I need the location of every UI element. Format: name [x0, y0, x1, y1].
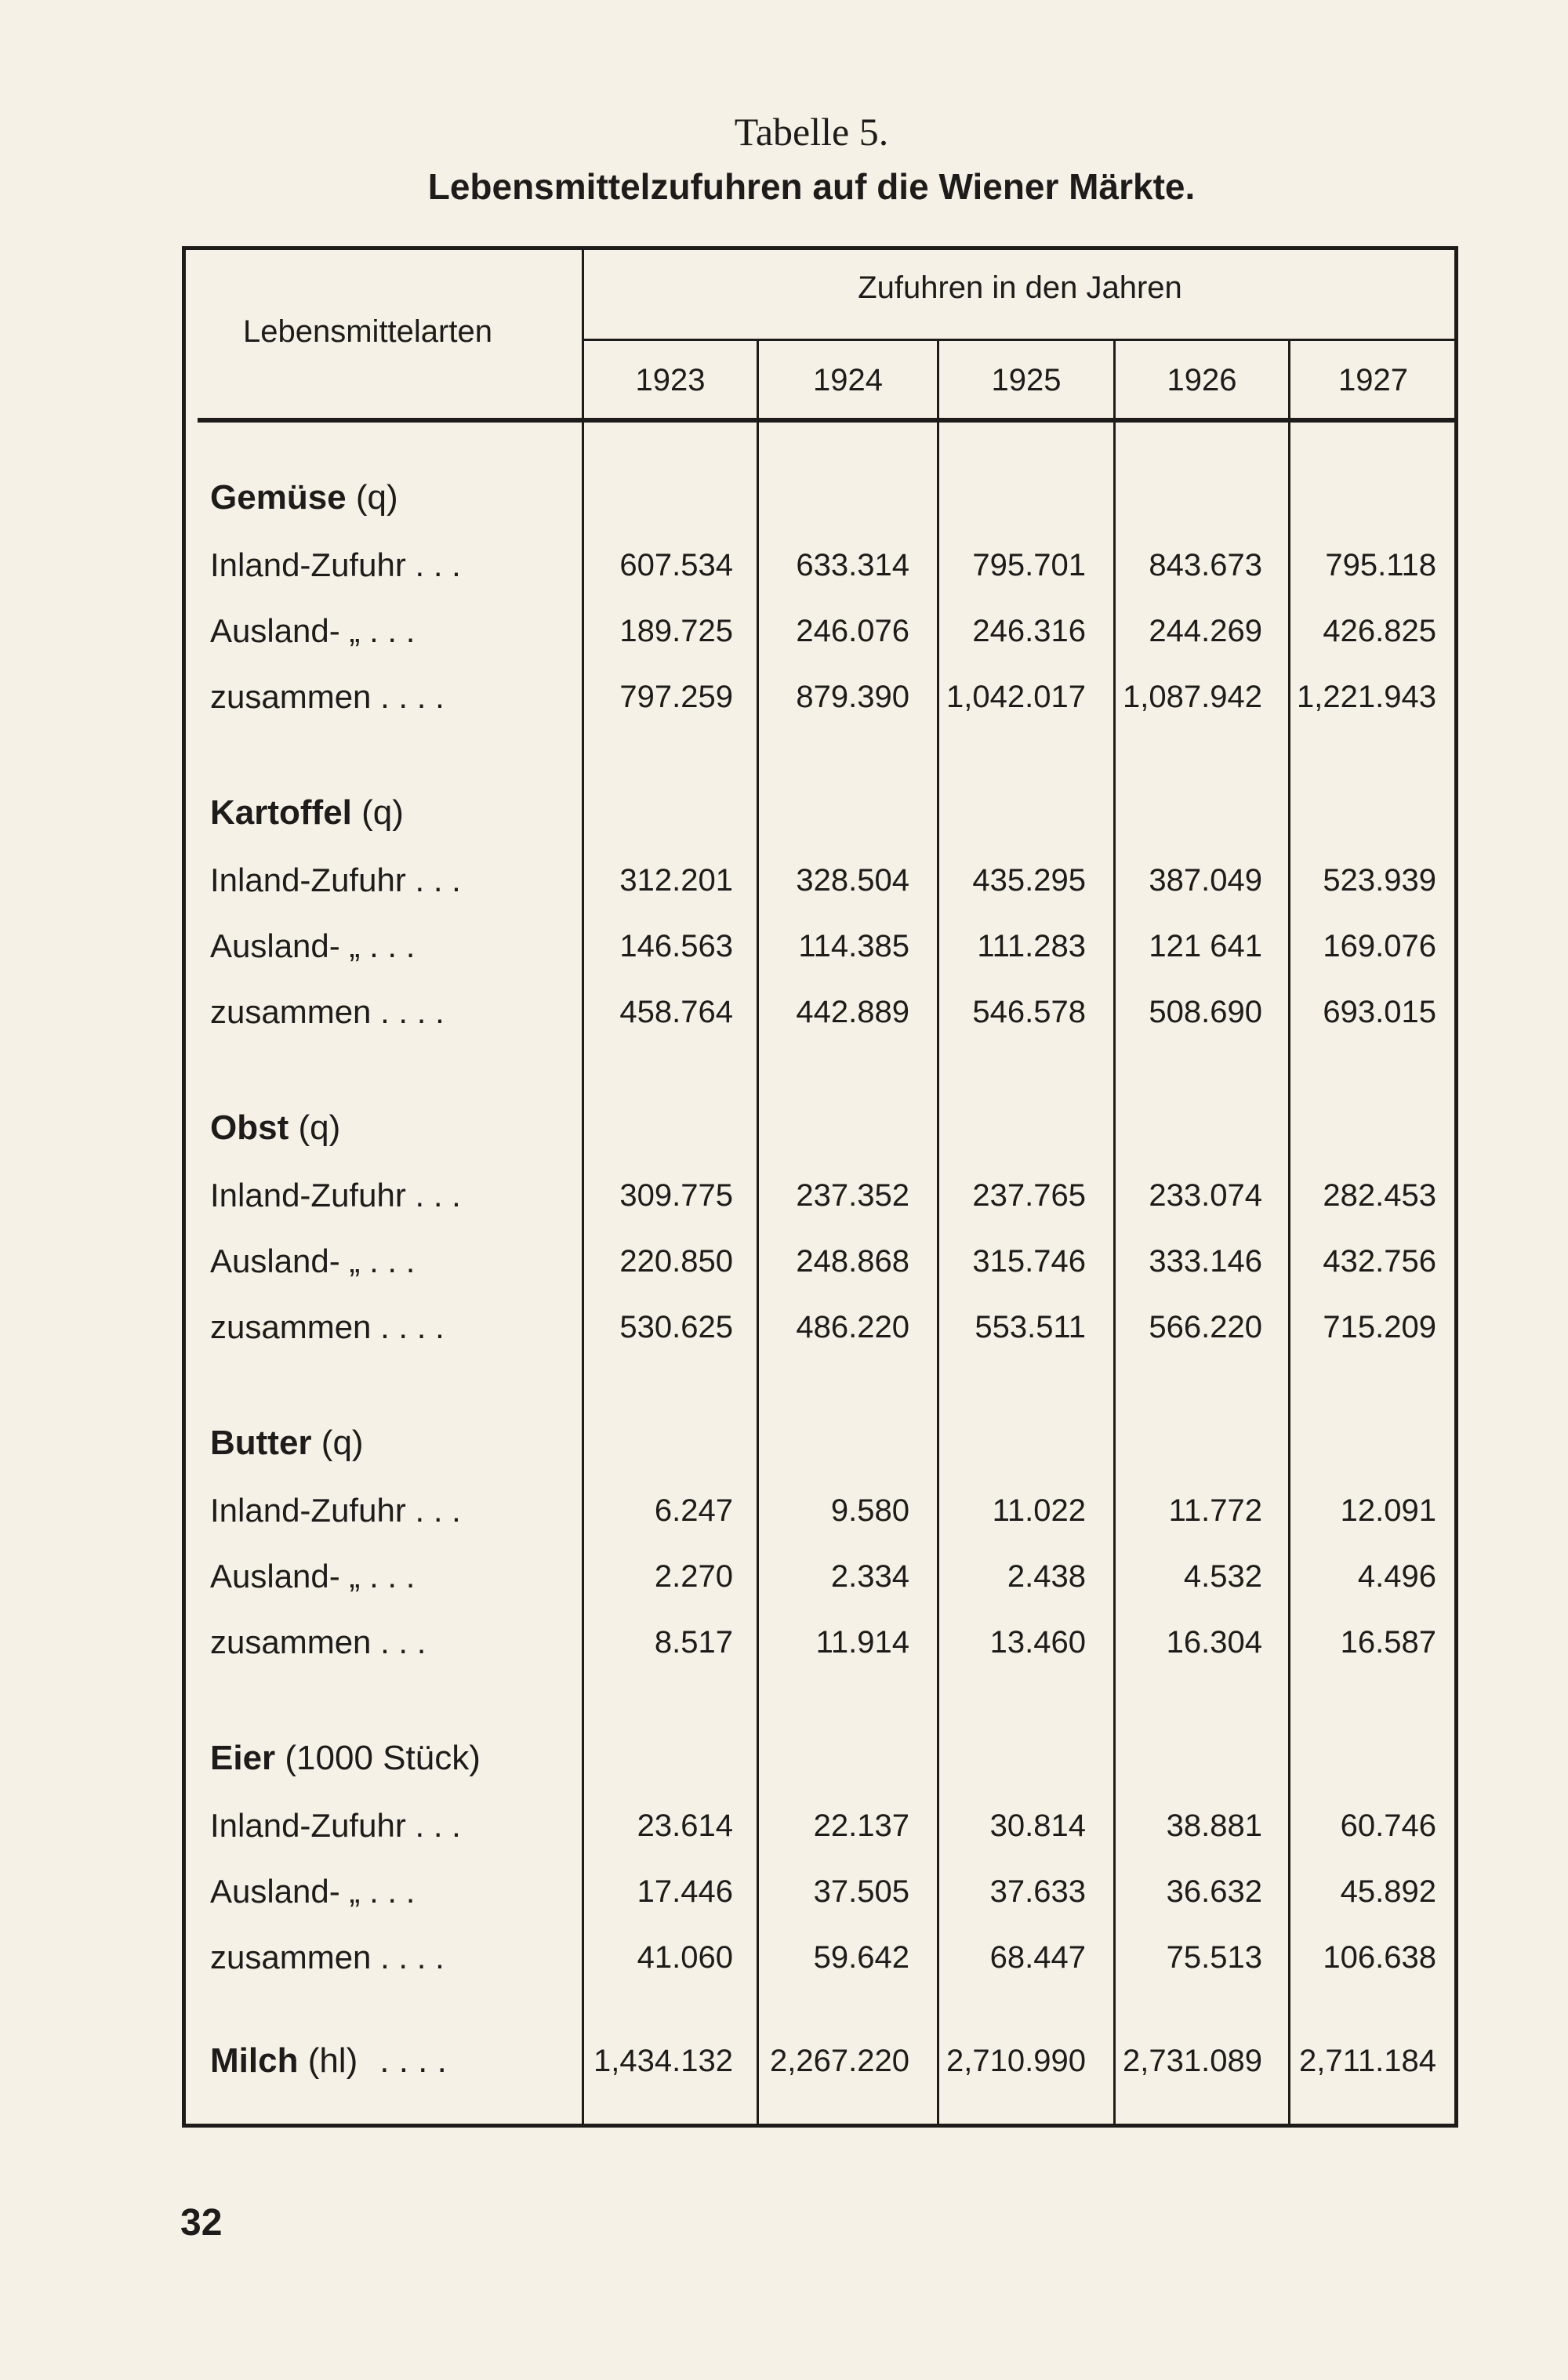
column-rule-1924: [757, 339, 759, 2128]
year-header-0: 1923: [635, 363, 706, 397]
value-cell: 11.772: [1168, 1493, 1262, 1528]
group-unit: (q): [355, 478, 398, 517]
value-cell: 312.201: [619, 863, 733, 898]
value-cell: 328.504: [796, 863, 909, 898]
group-heading: [210, 1107, 340, 1149]
value-cell: 530.625: [619, 1310, 733, 1344]
value-cell: 8.517: [654, 1625, 733, 1660]
value-cell: 37.505: [813, 1874, 909, 1909]
group-unit: (1000 Stück): [285, 1739, 481, 1777]
value-cell: 59.642: [813, 1940, 909, 1975]
value-cell: 693.015: [1323, 995, 1436, 1029]
value-cell: 2,710.990: [946, 2044, 1086, 2078]
value-cell: 435.295: [972, 863, 1086, 898]
column-rule-1927: [1288, 339, 1290, 2128]
value-cell: 189.725: [619, 614, 733, 648]
value-cell: 426.825: [1323, 614, 1436, 648]
value-cell: 6.247: [654, 1493, 733, 1528]
value-cell: 797.259: [619, 680, 733, 714]
row-label: Ausland- „ . . .: [210, 1873, 416, 1910]
value-cell: 11.022: [992, 1493, 1086, 1528]
value-cell: 795.701: [972, 548, 1086, 582]
group-heading: [210, 1737, 481, 1780]
group-unit: (q): [321, 1424, 364, 1462]
row-label: Inland-Zufuhr . . .: [210, 546, 461, 583]
value-cell: 12.091: [1340, 1493, 1436, 1528]
value-cell: 4.532: [1183, 1559, 1262, 1594]
value-cell: 11.914: [815, 1625, 909, 1660]
value-cell: 633.314: [796, 548, 909, 582]
value-cell: 169.076: [1323, 929, 1436, 963]
value-cell: 37.633: [989, 1874, 1086, 1909]
value-cell: 2.438: [1007, 1559, 1086, 1594]
value-cell: 36.632: [1166, 1874, 1262, 1909]
group-heading: [210, 477, 398, 519]
value-cell: 9.580: [830, 1493, 909, 1528]
page-number: 32: [180, 2202, 223, 2244]
value-cell: 879.390: [796, 680, 909, 714]
value-cell: 546.578: [972, 995, 1086, 1029]
group-name: Eier: [210, 1739, 276, 1777]
group-unit: (q): [298, 1108, 341, 1147]
table-title: Lebensmittelzufuhren auf die Wiener Märkte.: [427, 166, 1196, 207]
value-cell: 442.889: [796, 995, 909, 1029]
row-label: zusammen . . . .: [210, 678, 445, 715]
value-cell: 795.118: [1325, 548, 1436, 582]
value-cell: 715.209: [1323, 1310, 1436, 1344]
group-unit: (q): [361, 793, 404, 832]
value-cell: 4.496: [1357, 1559, 1436, 1594]
value-cell: 607.534: [619, 548, 733, 582]
column-rule-1926: [1113, 339, 1116, 2128]
value-cell: 553.511: [975, 1310, 1086, 1344]
row-label: Ausland- „ . . .: [210, 1558, 416, 1595]
table-caption: Tabelle 5.: [734, 110, 889, 154]
value-cell: 121 641: [1149, 929, 1262, 963]
value-cell: 333.146: [1149, 1244, 1262, 1279]
value-cell: 111.283: [977, 929, 1086, 963]
value-cell: 248.868: [796, 1244, 909, 1279]
value-cell: 566.220: [1149, 1310, 1262, 1344]
row-label: zusammen . . . .: [210, 1308, 445, 1345]
group-name: Obst: [210, 1108, 289, 1147]
group-heading: [210, 792, 404, 834]
header-bottom-rule: [198, 418, 1458, 423]
group-name: Butter: [210, 1424, 312, 1462]
value-cell: 1,221.943: [1297, 680, 1436, 714]
group-name: Milch: [210, 2041, 299, 2080]
row-label: Ausland- „ . . .: [210, 612, 416, 649]
group-name: Gemüse: [210, 478, 347, 517]
group-name: Kartoffel: [210, 793, 352, 832]
value-cell: 237.765: [972, 1178, 1086, 1213]
leader-dots: . . . .: [379, 2041, 447, 2080]
value-cell: 2.270: [654, 1559, 733, 1594]
value-cell: 60.746: [1340, 1809, 1436, 1843]
value-cell: 486.220: [796, 1310, 909, 1344]
value-cell: 23.614: [637, 1809, 733, 1843]
year-header-3: 1926: [1167, 363, 1237, 397]
value-cell: 2,711.184: [1299, 2044, 1436, 2078]
value-cell: 114.385: [798, 929, 909, 963]
value-cell: 106.638: [1323, 1940, 1436, 1975]
value-cell: 41.060: [637, 1940, 733, 1975]
value-cell: 244.269: [1149, 614, 1262, 648]
value-cell: 38.881: [1166, 1809, 1262, 1843]
value-cell: 2,267.220: [770, 2044, 909, 2078]
row-label: Inland-Zufuhr . . .: [210, 1492, 461, 1529]
year-header-top-rule: [582, 339, 1458, 341]
value-cell: 387.049: [1149, 863, 1262, 898]
value-cell: 315.746: [972, 1244, 1086, 1279]
value-cell: 22.137: [813, 1809, 909, 1843]
value-cell: 237.352: [796, 1178, 909, 1213]
value-cell: 146.563: [619, 929, 733, 963]
row-header: Lebensmittelarten: [243, 314, 492, 349]
value-cell: 508.690: [1149, 995, 1262, 1029]
row-label: Ausland- „ . . .: [210, 1243, 416, 1279]
group-unit: (hl): [307, 2041, 358, 2080]
row-label: Inland-Zufuhr . . .: [210, 862, 461, 898]
value-cell: 458.764: [619, 995, 733, 1029]
milk-row-heading: [210, 2040, 447, 2082]
value-cell: 1,434.132: [593, 2044, 733, 2078]
value-cell: 45.892: [1340, 1874, 1436, 1909]
value-cell: 246.076: [796, 614, 909, 648]
value-cell: 68.447: [989, 1940, 1086, 1975]
year-header-1: 1924: [813, 363, 883, 397]
row-label: Ausland- „ . . .: [210, 927, 416, 964]
row-label: Inland-Zufuhr . . .: [210, 1807, 461, 1844]
year-header-2: 1925: [991, 363, 1062, 397]
row-label: Inland-Zufuhr . . .: [210, 1177, 461, 1214]
value-cell: 75.513: [1166, 1940, 1262, 1975]
value-cell: 1,042.017: [946, 680, 1086, 714]
value-cell: 233.074: [1149, 1178, 1262, 1213]
value-cell: 30.814: [989, 1809, 1086, 1843]
group-heading: [210, 1422, 364, 1464]
value-cell: 16.587: [1340, 1625, 1436, 1660]
value-cell: 2,731.089: [1123, 2044, 1262, 2078]
value-cell: 523.939: [1323, 863, 1436, 898]
value-cell: 843.673: [1149, 548, 1262, 582]
value-cell: 282.453: [1323, 1178, 1436, 1213]
column-group-header: Zufuhren in den Jahren: [858, 270, 1182, 305]
value-cell: 13.460: [989, 1625, 1086, 1660]
value-cell: 246.316: [972, 614, 1086, 648]
row-label: zusammen . . . .: [210, 993, 445, 1030]
value-cell: 432.756: [1323, 1244, 1436, 1279]
value-cell: 2.334: [830, 1559, 909, 1594]
value-cell: 16.304: [1166, 1625, 1262, 1660]
value-cell: 17.446: [637, 1874, 733, 1909]
value-cell: 309.775: [619, 1178, 733, 1213]
column-rule-1925: [937, 339, 939, 2128]
year-header-4: 1927: [1338, 363, 1408, 397]
value-cell: 220.850: [619, 1244, 733, 1279]
row-label: zusammen . . . .: [210, 1939, 445, 1975]
value-cell: 1,087.942: [1123, 680, 1262, 714]
row-label: zusammen . . .: [210, 1624, 426, 1660]
